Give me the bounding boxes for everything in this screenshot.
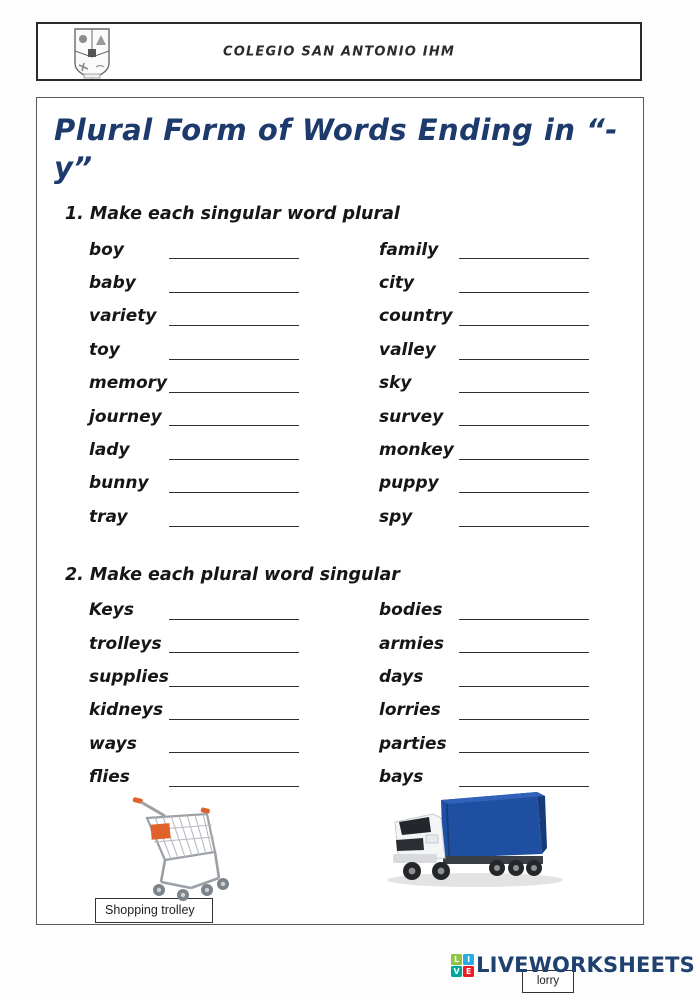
word-row — [89, 433, 643, 466]
school-name: COLEGIO SAN ANTONIO IHM — [222, 44, 456, 59]
answer-blank[interactable] — [169, 665, 299, 687]
word-label: spy — [379, 506, 413, 527]
word-label: lorries — [379, 700, 441, 721]
word-label: country — [379, 306, 453, 327]
word-label: bodies — [379, 600, 443, 621]
answer-blank[interactable] — [169, 404, 299, 426]
answer-blank[interactable] — [169, 271, 299, 293]
liveworksheets-logo-cell: I — [463, 954, 474, 965]
answer-blank[interactable] — [459, 665, 589, 687]
answer-blank[interactable] — [459, 631, 589, 653]
word-label: flies — [89, 767, 130, 788]
lorry-image — [379, 788, 569, 892]
answer-blank[interactable] — [459, 505, 589, 527]
word-label: kidneys — [89, 700, 164, 721]
answer-blank[interactable] — [459, 471, 589, 493]
answer-blank[interactable] — [169, 371, 299, 393]
answer-blank[interactable] — [169, 765, 299, 787]
school-header — [36, 22, 642, 81]
word-label: parties — [379, 733, 447, 754]
word-row — [89, 627, 643, 660]
shopping-trolley-image — [131, 790, 235, 902]
word-label: lady — [89, 440, 130, 461]
answer-blank[interactable] — [459, 731, 589, 753]
answer-blank[interactable] — [169, 438, 299, 460]
word-label: city — [379, 273, 415, 294]
liveworksheets-logo-icon — [451, 954, 474, 977]
word-label: journey — [89, 406, 162, 427]
word-row — [89, 694, 643, 727]
word-label: bays — [379, 767, 424, 788]
word-label: toy — [89, 339, 120, 360]
answer-blank[interactable] — [169, 631, 299, 653]
answer-blank[interactable] — [169, 471, 299, 493]
answer-blank[interactable] — [459, 304, 589, 326]
liveworksheets-wordmark: LIVEWORKSHEETS — [476, 953, 695, 977]
word-row — [89, 266, 643, 299]
answer-blank[interactable] — [459, 598, 589, 620]
word-label: trolleys — [89, 633, 162, 654]
section-2-heading — [65, 565, 643, 585]
word-row — [89, 333, 643, 366]
word-label: monkey — [379, 440, 454, 461]
answer-blank[interactable] — [459, 271, 589, 293]
answer-blank[interactable] — [459, 438, 589, 460]
word-label: supplies — [89, 666, 169, 687]
shopping-trolley-figure — [95, 790, 255, 923]
section-1-rows — [89, 233, 643, 534]
word-label: boy — [89, 239, 124, 260]
word-row — [89, 660, 643, 693]
answer-blank[interactable] — [459, 237, 589, 259]
word-row — [89, 500, 643, 533]
word-label: days — [379, 666, 424, 687]
worksheet-title: Plural Form of Words Ending in “-y” — [54, 113, 618, 185]
word-label: baby — [89, 273, 136, 294]
word-label: variety — [89, 306, 157, 327]
liveworksheets-brand — [451, 953, 695, 977]
section-2-number: 2. — [65, 564, 84, 585]
answer-blank[interactable] — [459, 371, 589, 393]
word-label: Keys — [89, 600, 134, 621]
word-row — [89, 233, 643, 266]
section-1-heading — [65, 204, 643, 224]
word-row — [89, 400, 643, 433]
section-2-instruction: Make each plural word singular — [89, 564, 400, 585]
answer-blank[interactable] — [169, 338, 299, 360]
section-2-rows — [89, 594, 643, 794]
word-row — [89, 300, 643, 333]
answer-blank[interactable] — [169, 304, 299, 326]
trolley-caption: Shopping trolley — [95, 898, 213, 923]
liveworksheets-logo-cell: L — [451, 954, 462, 965]
word-label: family — [379, 239, 439, 260]
section-1-instruction: Make each singular word plural — [89, 204, 400, 224]
answer-blank[interactable] — [169, 598, 299, 620]
answer-blank[interactable] — [459, 404, 589, 426]
answer-blank[interactable] — [169, 731, 299, 753]
answer-blank[interactable] — [459, 338, 589, 360]
word-label: valley — [379, 339, 436, 360]
word-label: bunny — [89, 473, 149, 494]
word-row — [89, 467, 643, 500]
word-label: puppy — [379, 473, 439, 494]
word-label: sky — [379, 373, 412, 394]
word-label: ways — [89, 733, 137, 754]
section-1-number: 1. — [65, 204, 84, 224]
word-label: armies — [379, 633, 445, 654]
answer-blank[interactable] — [459, 698, 589, 720]
liveworksheets-logo-cell: E — [463, 966, 474, 977]
word-row — [89, 727, 643, 760]
word-label: tray — [89, 506, 128, 527]
answer-blank[interactable] — [459, 765, 589, 787]
word-label: memory — [89, 373, 168, 394]
word-label: survey — [379, 406, 444, 427]
answer-blank[interactable] — [169, 698, 299, 720]
word-row — [89, 594, 643, 627]
word-row — [89, 367, 643, 400]
liveworksheets-logo-cell: V — [451, 966, 462, 977]
lorry-caption: lorry — [522, 970, 574, 993]
answer-blank[interactable] — [169, 237, 299, 259]
answer-blank[interactable] — [169, 505, 299, 527]
